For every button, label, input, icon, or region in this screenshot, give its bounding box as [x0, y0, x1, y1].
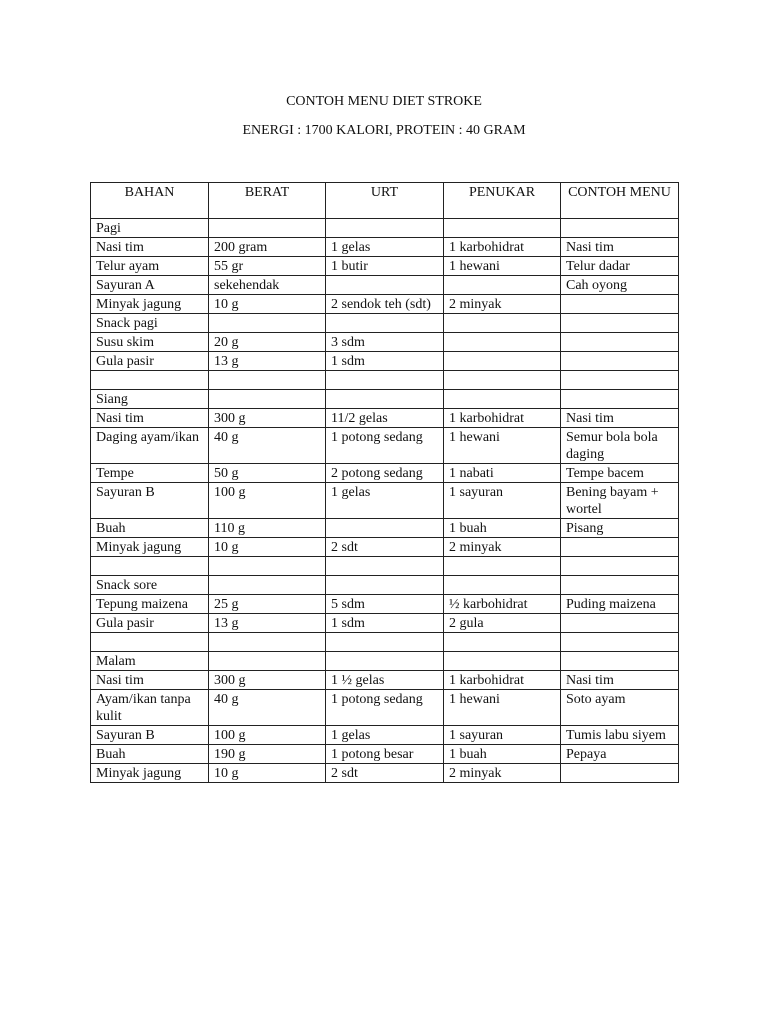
- cell-bahan: Gula pasir: [91, 352, 209, 371]
- cell-contoh-menu: [561, 352, 679, 371]
- cell-bahan: Sayuran B: [91, 483, 209, 519]
- cell-penukar: [444, 333, 561, 352]
- cell-contoh-menu: Nasi tim: [561, 671, 679, 690]
- document-title: CONTOH MENU DIET STROKE: [286, 94, 482, 109]
- table-row: [91, 371, 679, 390]
- cell-penukar: 2 minyak: [444, 764, 561, 783]
- cell-penukar: 1 karbohidrat: [444, 238, 561, 257]
- cell-berat: 10 g: [209, 764, 326, 783]
- cell-penukar: [444, 352, 561, 371]
- cell-berat: 100 g: [209, 483, 326, 519]
- cell-berat: 10 g: [209, 295, 326, 314]
- table-row: [91, 764, 679, 783]
- table-row: [91, 390, 679, 409]
- table-row: [91, 726, 679, 745]
- cell-penukar: 2 gula: [444, 614, 561, 633]
- cell-penukar: 1 nabati: [444, 464, 561, 483]
- cell-contoh-menu: Bening bayam + wortel: [561, 483, 679, 519]
- cell-bahan: Siang: [91, 390, 209, 409]
- cell-berat: 190 g: [209, 745, 326, 764]
- header-berat: BERAT: [209, 183, 326, 219]
- cell-berat: 20 g: [209, 333, 326, 352]
- cell-bahan: Susu skim: [91, 333, 209, 352]
- cell-bahan: Minyak jagung: [91, 764, 209, 783]
- cell-berat: [209, 576, 326, 595]
- cell-contoh-menu: [561, 371, 679, 390]
- cell-berat: 25 g: [209, 595, 326, 614]
- cell-urt: 1 sdm: [326, 352, 444, 371]
- cell-urt: [326, 557, 444, 576]
- table-header-row: [91, 183, 679, 219]
- cell-urt: [326, 276, 444, 295]
- cell-contoh-menu: Tumis labu siyem: [561, 726, 679, 745]
- cell-urt: 1 potong sedang: [326, 690, 444, 726]
- cell-contoh-menu: [561, 333, 679, 352]
- cell-urt: [326, 314, 444, 333]
- cell-berat: 40 g: [209, 428, 326, 464]
- cell-bahan: Nasi tim: [91, 238, 209, 257]
- cell-urt: 1 butir: [326, 257, 444, 276]
- cell-berat: sekehendak: [209, 276, 326, 295]
- table-row: [91, 652, 679, 671]
- cell-urt: [326, 519, 444, 538]
- cell-penukar: 2 minyak: [444, 295, 561, 314]
- table-row: [91, 257, 679, 276]
- header-bahan: BAHAN: [91, 183, 209, 219]
- header-penukar: PENUKAR: [444, 183, 561, 219]
- cell-penukar: 1 hewani: [444, 690, 561, 726]
- table-row: [91, 276, 679, 295]
- cell-urt: [326, 633, 444, 652]
- cell-berat: 110 g: [209, 519, 326, 538]
- cell-penukar: 1 sayuran: [444, 483, 561, 519]
- cell-penukar: [444, 576, 561, 595]
- cell-berat: 200 gram: [209, 238, 326, 257]
- table-row: [91, 238, 679, 257]
- cell-urt: 1 potong sedang: [326, 428, 444, 464]
- cell-bahan: Sayuran A: [91, 276, 209, 295]
- cell-penukar: [444, 390, 561, 409]
- cell-contoh-menu: [561, 764, 679, 783]
- cell-urt: 1 sdm: [326, 614, 444, 633]
- header-contoh-menu: CONTOH MENU: [561, 183, 679, 219]
- cell-contoh-menu: Semur bola bola daging: [561, 428, 679, 464]
- table-row: [91, 745, 679, 764]
- table-row: [91, 464, 679, 483]
- cell-urt: 1 gelas: [326, 483, 444, 519]
- cell-bahan: Daging ayam/ikan: [91, 428, 209, 464]
- cell-berat: 40 g: [209, 690, 326, 726]
- cell-bahan: Telur ayam: [91, 257, 209, 276]
- table-body: [91, 219, 679, 783]
- cell-bahan: Sayuran B: [91, 726, 209, 745]
- cell-urt: [326, 576, 444, 595]
- cell-bahan: Ayam/ikan tanpa kulit: [91, 690, 209, 726]
- cell-contoh-menu: Nasi tim: [561, 409, 679, 428]
- table-row: [91, 557, 679, 576]
- cell-bahan: Buah: [91, 519, 209, 538]
- cell-penukar: [444, 276, 561, 295]
- cell-berat: [209, 390, 326, 409]
- cell-berat: [209, 371, 326, 390]
- cell-berat: 13 g: [209, 352, 326, 371]
- cell-urt: 11/2 gelas: [326, 409, 444, 428]
- cell-penukar: [444, 557, 561, 576]
- cell-berat: 50 g: [209, 464, 326, 483]
- cell-bahan: Pagi: [91, 219, 209, 238]
- cell-berat: 300 g: [209, 409, 326, 428]
- cell-contoh-menu: Nasi tim: [561, 238, 679, 257]
- table-row: [91, 576, 679, 595]
- document-subtitle: ENERGI : 1700 KALORI, PROTEIN : 40 GRAM: [242, 123, 526, 138]
- cell-bahan: [91, 557, 209, 576]
- cell-penukar: 1 hewani: [444, 428, 561, 464]
- cell-penukar: ½ karbohidrat: [444, 595, 561, 614]
- cell-contoh-menu: [561, 652, 679, 671]
- cell-urt: 2 sdt: [326, 538, 444, 557]
- cell-bahan: [91, 371, 209, 390]
- table-row: [91, 219, 679, 238]
- cell-berat: [209, 652, 326, 671]
- table-row: [91, 295, 679, 314]
- cell-bahan: Gula pasir: [91, 614, 209, 633]
- cell-urt: 3 sdm: [326, 333, 444, 352]
- cell-urt: 2 potong sedang: [326, 464, 444, 483]
- cell-contoh-menu: Telur dadar: [561, 257, 679, 276]
- cell-contoh-menu: [561, 390, 679, 409]
- diet-menu-table: [90, 182, 679, 783]
- cell-berat: [209, 557, 326, 576]
- cell-bahan: Minyak jagung: [91, 295, 209, 314]
- table-row: [91, 595, 679, 614]
- cell-contoh-menu: Soto ayam: [561, 690, 679, 726]
- cell-contoh-menu: Puding maizena: [561, 595, 679, 614]
- cell-urt: 1 gelas: [326, 238, 444, 257]
- table-row: [91, 633, 679, 652]
- cell-contoh-menu: [561, 538, 679, 557]
- cell-berat: 10 g: [209, 538, 326, 557]
- table-row: [91, 352, 679, 371]
- cell-penukar: 1 sayuran: [444, 726, 561, 745]
- cell-urt: [326, 219, 444, 238]
- cell-contoh-menu: Cah oyong: [561, 276, 679, 295]
- cell-contoh-menu: Pepaya: [561, 745, 679, 764]
- cell-urt: 5 sdm: [326, 595, 444, 614]
- table-row: [91, 614, 679, 633]
- table-row: [91, 519, 679, 538]
- cell-penukar: [444, 219, 561, 238]
- cell-bahan: Tepung maizena: [91, 595, 209, 614]
- cell-contoh-menu: [561, 314, 679, 333]
- cell-contoh-menu: Tempe bacem: [561, 464, 679, 483]
- table-row: [91, 671, 679, 690]
- cell-penukar: 2 minyak: [444, 538, 561, 557]
- cell-bahan: [91, 633, 209, 652]
- cell-penukar: 1 buah: [444, 745, 561, 764]
- cell-bahan: Buah: [91, 745, 209, 764]
- table-row: [91, 483, 679, 519]
- table-row: [91, 428, 679, 464]
- cell-berat: [209, 219, 326, 238]
- cell-bahan: Snack pagi: [91, 314, 209, 333]
- table-row: [91, 409, 679, 428]
- cell-penukar: [444, 652, 561, 671]
- cell-bahan: Malam: [91, 652, 209, 671]
- header-urt: URT: [326, 183, 444, 219]
- cell-urt: 1 gelas: [326, 726, 444, 745]
- cell-urt: [326, 390, 444, 409]
- cell-urt: [326, 371, 444, 390]
- cell-bahan: Snack sore: [91, 576, 209, 595]
- cell-urt: 2 sendok teh (sdt): [326, 295, 444, 314]
- cell-berat: [209, 633, 326, 652]
- cell-urt: 1 ½ gelas: [326, 671, 444, 690]
- table-row: [91, 333, 679, 352]
- cell-berat: 55 gr: [209, 257, 326, 276]
- cell-urt: 2 sdt: [326, 764, 444, 783]
- cell-penukar: 1 buah: [444, 519, 561, 538]
- cell-bahan: Nasi tim: [91, 671, 209, 690]
- cell-bahan: Minyak jagung: [91, 538, 209, 557]
- cell-penukar: 1 karbohidrat: [444, 409, 561, 428]
- cell-berat: [209, 314, 326, 333]
- cell-berat: 100 g: [209, 726, 326, 745]
- cell-contoh-menu: [561, 576, 679, 595]
- cell-contoh-menu: Pisang: [561, 519, 679, 538]
- cell-penukar: 1 karbohidrat: [444, 671, 561, 690]
- cell-bahan: Tempe: [91, 464, 209, 483]
- cell-contoh-menu: [561, 557, 679, 576]
- cell-penukar: 1 hewani: [444, 257, 561, 276]
- cell-berat: 300 g: [209, 671, 326, 690]
- cell-penukar: [444, 371, 561, 390]
- cell-contoh-menu: [561, 295, 679, 314]
- cell-penukar: [444, 314, 561, 333]
- table-row: [91, 314, 679, 333]
- cell-bahan: Nasi tim: [91, 409, 209, 428]
- table-row: [91, 538, 679, 557]
- cell-contoh-menu: [561, 219, 679, 238]
- cell-urt: 1 potong besar: [326, 745, 444, 764]
- cell-berat: 13 g: [209, 614, 326, 633]
- cell-contoh-menu: [561, 614, 679, 633]
- cell-penukar: [444, 633, 561, 652]
- cell-urt: [326, 652, 444, 671]
- table-row: [91, 690, 679, 726]
- cell-contoh-menu: [561, 633, 679, 652]
